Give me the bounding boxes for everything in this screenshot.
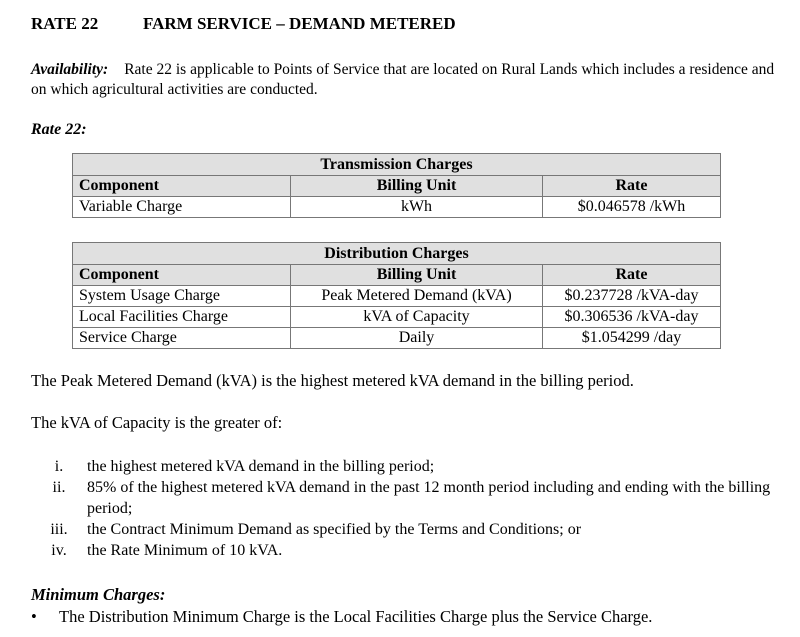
column-header-billing-unit: Billing Unit [291, 176, 543, 197]
component-cell: Local Facilities Charge [73, 307, 291, 328]
list-item [31, 540, 771, 561]
list-item-text: the highest metered kVA demand in the billing period; [87, 458, 435, 475]
list-item-number: ii. [52, 479, 66, 496]
list-item-number: iv. [51, 542, 67, 559]
distribution-charges-table [72, 242, 721, 349]
list-item [31, 519, 771, 540]
table-caption: Distribution Charges [73, 243, 721, 265]
capacity-list [31, 456, 771, 561]
rate-heading: Rate 22: [31, 121, 87, 138]
minimum-charge-item [31, 607, 652, 627]
column-header-rate: Rate [543, 176, 721, 197]
list-item-text: the Contract Minimum Demand as specified by the Terms and Conditions; or [87, 521, 582, 538]
billing-unit-cell: Daily [291, 328, 543, 349]
rate-cell: $0.237728 /kVA-day [543, 286, 721, 307]
billing-unit-cell: kVA of Capacity [291, 307, 543, 328]
column-header-billing-unit: Billing Unit [291, 265, 543, 286]
minimum-charges-heading: Minimum Charges: [31, 585, 166, 604]
minimum-charge-text: The Distribution Minimum Charge is the Local Facilities Charge plus the Service Charge. [59, 607, 653, 626]
component-cell: Service Charge [73, 328, 291, 349]
table-caption: Transmission Charges [73, 154, 721, 176]
list-item-text: the Rate Minimum of 10 kVA. [87, 542, 283, 559]
column-header-component: Component [73, 176, 291, 197]
rate-name: FARM SERVICE – DEMAND METERED [143, 14, 456, 33]
column-header-rate: Rate [543, 265, 721, 286]
rate-code: RATE 22 [31, 14, 99, 33]
availability-paragraph [31, 60, 791, 100]
peak-demand-definition: The Peak Metered Demand (kVA) is the highest metered kVA demand in the billing period. [31, 371, 634, 390]
billing-unit-cell: kWh [291, 197, 543, 218]
table-row [73, 328, 721, 349]
transmission-charges-table [72, 153, 721, 218]
list-item-text: 85% of the highest metered kVA demand in the past 12 month period including and ending with the billing period; [87, 479, 771, 517]
component-cell: System Usage Charge [73, 286, 291, 307]
capacity-definition: The kVA of Capacity is the greater of: [31, 413, 283, 432]
availability-label: Availability: [31, 61, 109, 78]
billing-unit-cell: Peak Metered Demand (kVA) [291, 286, 543, 307]
rate-cell: $0.306536 /kVA-day [543, 307, 721, 328]
table-row [73, 286, 721, 307]
table-row [73, 197, 721, 218]
list-item [31, 456, 771, 477]
rate-cell: $1.054299 /day [543, 328, 721, 349]
document-title [31, 14, 456, 34]
availability-text: Rate 22 is applicable to Points of Service that are located on Rural Lands which includes a residence and on which agricultural activities are conducted. [31, 61, 775, 98]
list-item [31, 477, 771, 519]
bullet-icon: • [31, 607, 37, 626]
list-item-number: i. [54, 458, 64, 475]
component-cell: Variable Charge [73, 197, 291, 218]
rate-cell: $0.046578 /kWh [543, 197, 721, 218]
column-header-component: Component [73, 265, 291, 286]
table-row [73, 307, 721, 328]
list-item-number: iii. [50, 521, 68, 538]
